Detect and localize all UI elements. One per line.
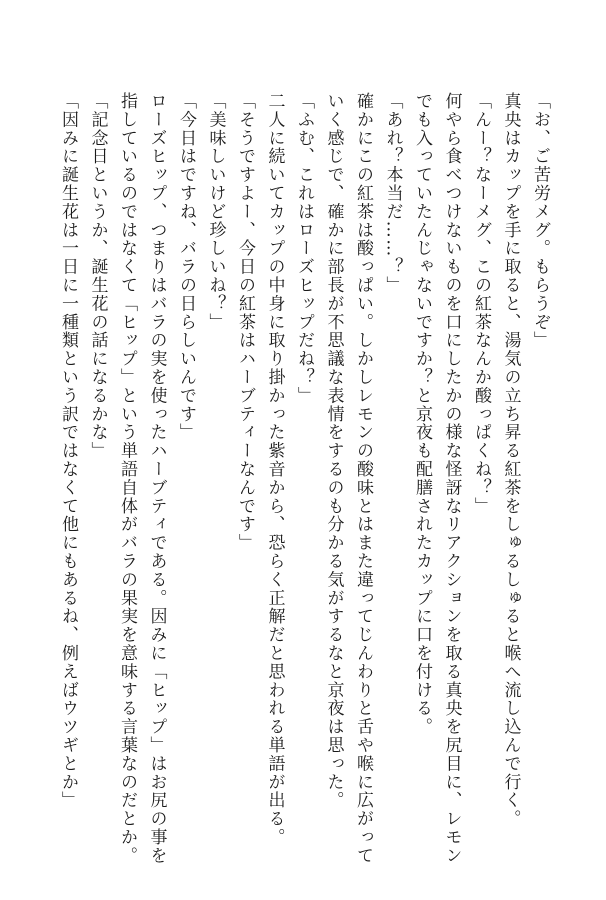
text-line: 「記念日というか、誕生花の話になるかな」 bbox=[87, 92, 108, 460]
text-line: 指しているのではなくて「ヒップ」という単語自体がバラの果実を意味する言葉なのだとか。 bbox=[117, 92, 137, 865]
text-line: 「因みに誕生花は一日に一種類という訳ではなくて他にもあるね、例えばウツギとか」 bbox=[58, 92, 78, 810]
vertical-text-body bbox=[53, 92, 555, 865]
text-line: 「今日はですね、バラの日らしいんです」 bbox=[176, 92, 196, 442]
text-line: 二人に続いてカップの中身に取り掛かった紫音から、恐らく正解だと思われる単語が出る。 bbox=[264, 92, 285, 847]
text-line: 「美味しいけど珍しいね？」 bbox=[205, 92, 226, 332]
text-line: 何やら食べつけないものを口にしたかの様な怪訝なリアクションを取る真央を尻目に、レモン bbox=[441, 92, 462, 865]
text-line: 「そうですよー、今日の紅茶はハーブティーなんです」 bbox=[235, 92, 255, 552]
text-line: でも入っていたんじゃないですか？と京夜も配膳されたカップに口を付ける。 bbox=[412, 92, 432, 736]
text-line: 「お、ご苦労メグ。もらうぞ」 bbox=[530, 92, 550, 350]
text-line: 「んー？なーメグ、この紅茶なんか酸っぱくね？」 bbox=[471, 92, 491, 516]
text-line: いく感じで、確かに部長が不思議な表情をするのも分かる気がするなと京夜は思った。 bbox=[323, 92, 344, 810]
text-line: ローズヒップ、つまりはバラの実を使ったハーブティである。因みに「ヒップ」はお尻の事を bbox=[146, 92, 167, 865]
text-line: 確かにこの紅茶は酸っぱい。しかしレモンの酸味とはまた違ってじんわりと舌や喉に広がって bbox=[353, 92, 373, 865]
text-line: 真央はカップを手に取ると、湯気の立ち昇る紅茶をしゅるしゅると喉へ流し込んで行く。 bbox=[500, 92, 521, 828]
text-line: 「ふむ、これはローズヒップだね？」 bbox=[294, 92, 314, 405]
text-line: 「あれ？本当だ……？」 bbox=[382, 92, 403, 295]
